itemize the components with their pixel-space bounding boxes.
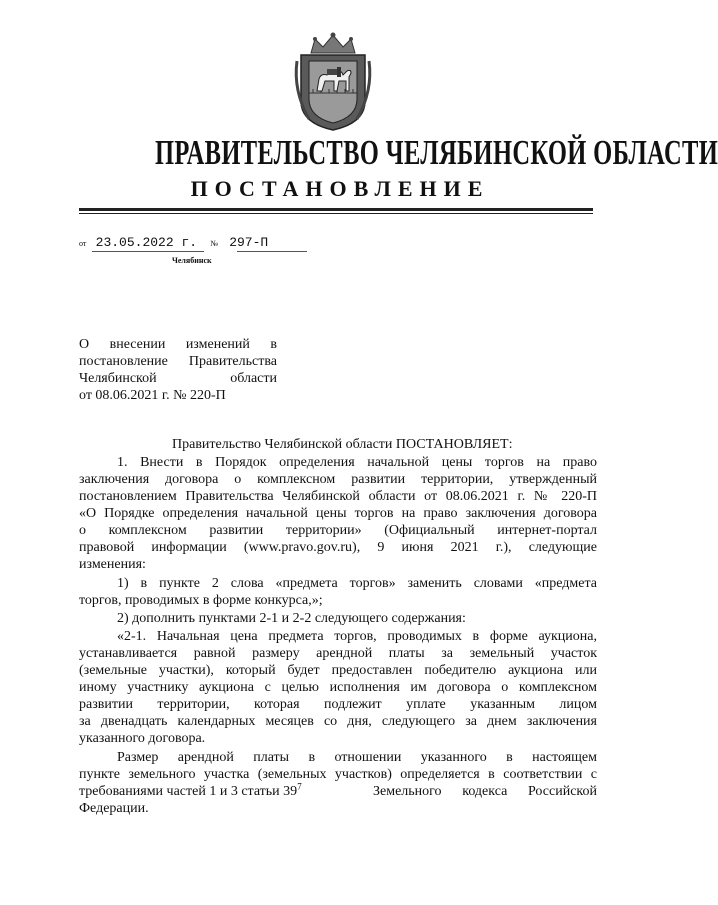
body-line-2: заключения договора о комплексном развитии территории, утвержденный	[79, 472, 597, 487]
body-line-8: 1) в пункте 2 слова «предмета торгов» заменить словами «предмета	[117, 576, 597, 591]
government-title: ПРАВИТЕЛЬСТВО ЧЕЛЯБИНСКОЙ ОБЛАСТИ	[155, 133, 718, 172]
body-line-1: 1. Внести в Порядок определения начальной цены торгов на право	[117, 455, 597, 470]
body-line-13: (земельные участки), который будет предоставлен победителю аукциона или	[79, 663, 597, 678]
body-line-14: иному участнику аукциона с целью исполнения им договора о комплексном	[79, 680, 597, 695]
date-number-row	[79, 234, 268, 250]
header-rule-thick	[79, 208, 593, 211]
date-from-label: от	[79, 239, 87, 248]
city-name: Челябинск	[172, 256, 212, 265]
body-line-5: о комплексном развитии территории» (Официальный интернет-портал	[79, 523, 597, 538]
subject-line-4: от 08.06.2021 г. № 220-П	[79, 388, 226, 403]
body-line-11: «2-1. Начальная цена предмета торгов, проводимых в форме аукциона,	[117, 629, 597, 644]
body-line-18: Размер арендной платы в отношении указанного в настоящем	[117, 750, 597, 765]
document-number: 297-П	[229, 235, 269, 250]
document-date: 23.05.2022 г.	[95, 235, 198, 250]
date-underline	[92, 251, 204, 252]
body-line-21: Федерации.	[79, 801, 149, 816]
subject-line-1: О внесении изменений в	[79, 337, 277, 352]
body-line-20-head	[79, 783, 302, 800]
article-superscript: 7	[297, 781, 302, 792]
coat-of-arms-icon	[291, 31, 375, 131]
body-line-3: постановлением Правительства Челябинской области от 08.06.2021 г. № 220-П	[79, 489, 597, 504]
number-underline	[237, 251, 307, 252]
preamble: Правительство Челябинской области ПОСТАНОВЛЯЕТ:	[172, 437, 513, 452]
subject-line-2: постановление Правительства	[79, 354, 277, 369]
header-rule-thin	[79, 213, 593, 214]
body-line-4: «О Порядке определения начальной цены торгов на право заключения договора	[79, 506, 597, 521]
document-type: ПОСТАНОВЛЕНИЕ	[190, 176, 490, 201]
body-line-15: развитии территории, которая подлежит уплате указанным лицом	[79, 697, 597, 712]
subject-line-3: Челябинской области	[79, 371, 277, 386]
body-line-7: изменения:	[79, 557, 146, 572]
body-line-17: указанного договора.	[79, 731, 206, 746]
body-line-16: за двенадцать календарных месяцев со дня, следующего за днем заключения	[79, 714, 597, 729]
body-line-10: 2) дополнить пунктами 2-1 и 2-2 следующего содержания:	[117, 611, 466, 626]
body-line-9: торгов, проводимых в форме конкурса,»;	[79, 593, 323, 608]
body-line-6: правовой информации (www.pravo.gov.ru), 9 июня 2021 г.), следующие	[79, 540, 597, 555]
body-line-20-tail: Земельного кодекса Российской	[373, 784, 597, 799]
body-line-20-text: требованиями частей 1 и 3 статьи 39	[79, 784, 298, 799]
number-label: №	[210, 239, 218, 248]
body-line-19: пункте земельного участка (земельных участков) определяется в соответствии с	[79, 767, 597, 782]
body-line-12: устанавливается равной размеру арендной платы за земельный участок	[79, 646, 597, 661]
